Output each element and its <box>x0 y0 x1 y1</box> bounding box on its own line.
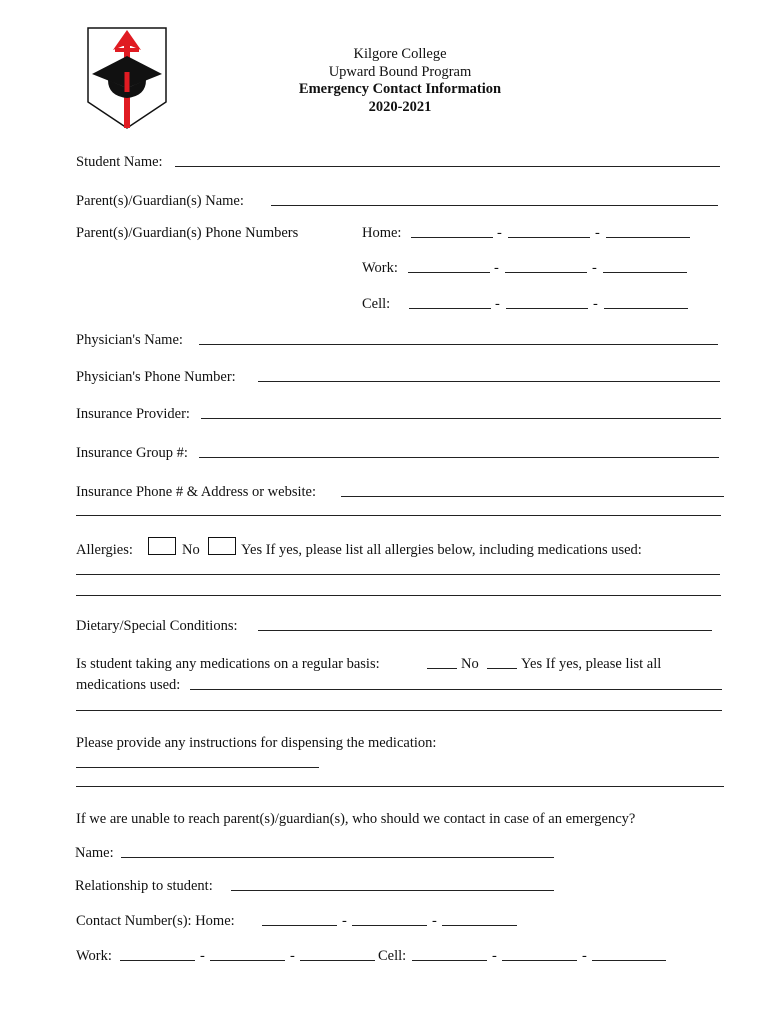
guardian-name-label: Parent(s)/Guardian(s) Name: <box>76 193 244 209</box>
dash: - <box>200 948 205 964</box>
physician-name-field[interactable] <box>199 344 718 345</box>
logo-tassel <box>125 72 130 92</box>
ec-cell-part3[interactable] <box>592 960 666 961</box>
physician-phone-field[interactable] <box>258 381 720 382</box>
ec-relationship-label: Relationship to student: <box>75 878 213 894</box>
ec-work-part1[interactable] <box>120 960 195 961</box>
home-phone-part2[interactable] <box>508 237 590 238</box>
medications-no-blank[interactable] <box>427 668 457 669</box>
ec-cell-label: Cell: <box>378 948 407 964</box>
cell-phone-label: Cell: <box>362 296 391 312</box>
dietary-field[interactable] <box>258 630 712 631</box>
dash: - <box>290 948 295 964</box>
medications-used-label: medications used: <box>76 677 181 693</box>
ec-cell-part1[interactable] <box>412 960 487 961</box>
dietary-label: Dietary/Special Conditions: <box>76 618 238 634</box>
insurance-provider-field[interactable] <box>201 418 721 419</box>
physician-name-label: Physician's Name: <box>76 332 183 348</box>
medications-no-label: No <box>461 656 479 672</box>
cell-phone-part3[interactable] <box>604 308 688 309</box>
dash: - <box>595 225 600 241</box>
allergies-list-line2[interactable] <box>76 595 721 596</box>
ec-work-part3[interactable] <box>300 960 375 961</box>
home-phone-part3[interactable] <box>606 237 690 238</box>
form-title: Emergency Contact Information <box>298 81 502 97</box>
dispensing-line2[interactable] <box>76 786 724 787</box>
medications-question: Is student taking any medications on a regular basis: <box>76 656 380 672</box>
home-phone-label: Home: <box>362 225 402 241</box>
work-phone-part1[interactable] <box>408 272 490 273</box>
ec-home-part2[interactable] <box>352 925 427 926</box>
insurance-provider-label: Insurance Provider: <box>76 406 190 422</box>
ec-name-field[interactable] <box>121 857 554 858</box>
logo-arrow-bar <box>115 48 139 52</box>
ec-work-label: Work: <box>76 948 112 964</box>
program-name: Upward Bound Program <box>328 63 472 80</box>
allergies-yes-checkbox[interactable] <box>208 537 236 555</box>
cell-phone-part2[interactable] <box>506 308 588 309</box>
allergies-no-checkbox[interactable] <box>148 537 176 555</box>
student-name-label: Student Name: <box>76 154 163 170</box>
form-year: 2020-2021 <box>368 98 432 115</box>
dash: - <box>592 260 597 276</box>
insurance-group-label: Insurance Group #: <box>76 445 188 461</box>
guardian-phones-label: Parent(s)/Guardian(s) Phone Numbers <box>76 225 299 241</box>
dispensing-label: Please provide any instructions for dispensing the medication: <box>76 735 437 751</box>
medications-used-line2[interactable] <box>76 710 722 711</box>
unable-reach-question: If we are unable to reach parent(s)/guardian(s), who should we contact in case of an emergency? <box>76 811 636 827</box>
guardian-name-field[interactable] <box>271 205 718 206</box>
medications-yes-label: Yes If yes, please list all <box>521 656 662 672</box>
allergies-yes-label: Yes If yes, please list all allergies below, including medications used: <box>241 542 642 558</box>
allergies-list-line1[interactable] <box>76 574 720 575</box>
dash: - <box>593 296 598 312</box>
allergies-no-label: No <box>182 542 200 558</box>
allergies-label: Allergies: <box>76 542 133 558</box>
dash: - <box>495 296 500 312</box>
dash: - <box>497 225 502 241</box>
ec-name-label: Name: <box>75 845 114 861</box>
work-phone-part2[interactable] <box>505 272 587 273</box>
dash: - <box>342 913 347 929</box>
ec-home-part3[interactable] <box>442 925 517 926</box>
dispensing-line1[interactable] <box>76 767 319 768</box>
physician-phone-label: Physician's Phone Number: <box>76 369 236 385</box>
insurance-phone-label: Insurance Phone # & Address or website: <box>76 484 317 500</box>
dash: - <box>492 948 497 964</box>
form-header <box>250 46 550 116</box>
medications-used-field[interactable] <box>190 689 722 690</box>
insurance-phone-field-line2[interactable] <box>76 515 721 516</box>
insurance-group-field[interactable] <box>199 457 719 458</box>
ec-cell-part2[interactable] <box>502 960 577 961</box>
ec-contact-home-label: Contact Number(s): Home: <box>76 913 235 929</box>
dash: - <box>582 948 587 964</box>
ec-relationship-field[interactable] <box>231 890 554 891</box>
home-phone-part1[interactable] <box>411 237 493 238</box>
college-name: Kilgore College <box>353 46 447 62</box>
kilgore-college-logo <box>86 26 168 130</box>
cell-phone-part1[interactable] <box>409 308 491 309</box>
ec-work-part2[interactable] <box>210 960 285 961</box>
dash: - <box>432 913 437 929</box>
insurance-phone-field[interactable] <box>341 496 724 497</box>
work-phone-label: Work: <box>362 260 398 276</box>
work-phone-part3[interactable] <box>603 272 687 273</box>
medications-yes-blank[interactable] <box>487 668 517 669</box>
ec-home-part1[interactable] <box>262 925 337 926</box>
dash: - <box>494 260 499 276</box>
student-name-field[interactable] <box>175 166 720 167</box>
